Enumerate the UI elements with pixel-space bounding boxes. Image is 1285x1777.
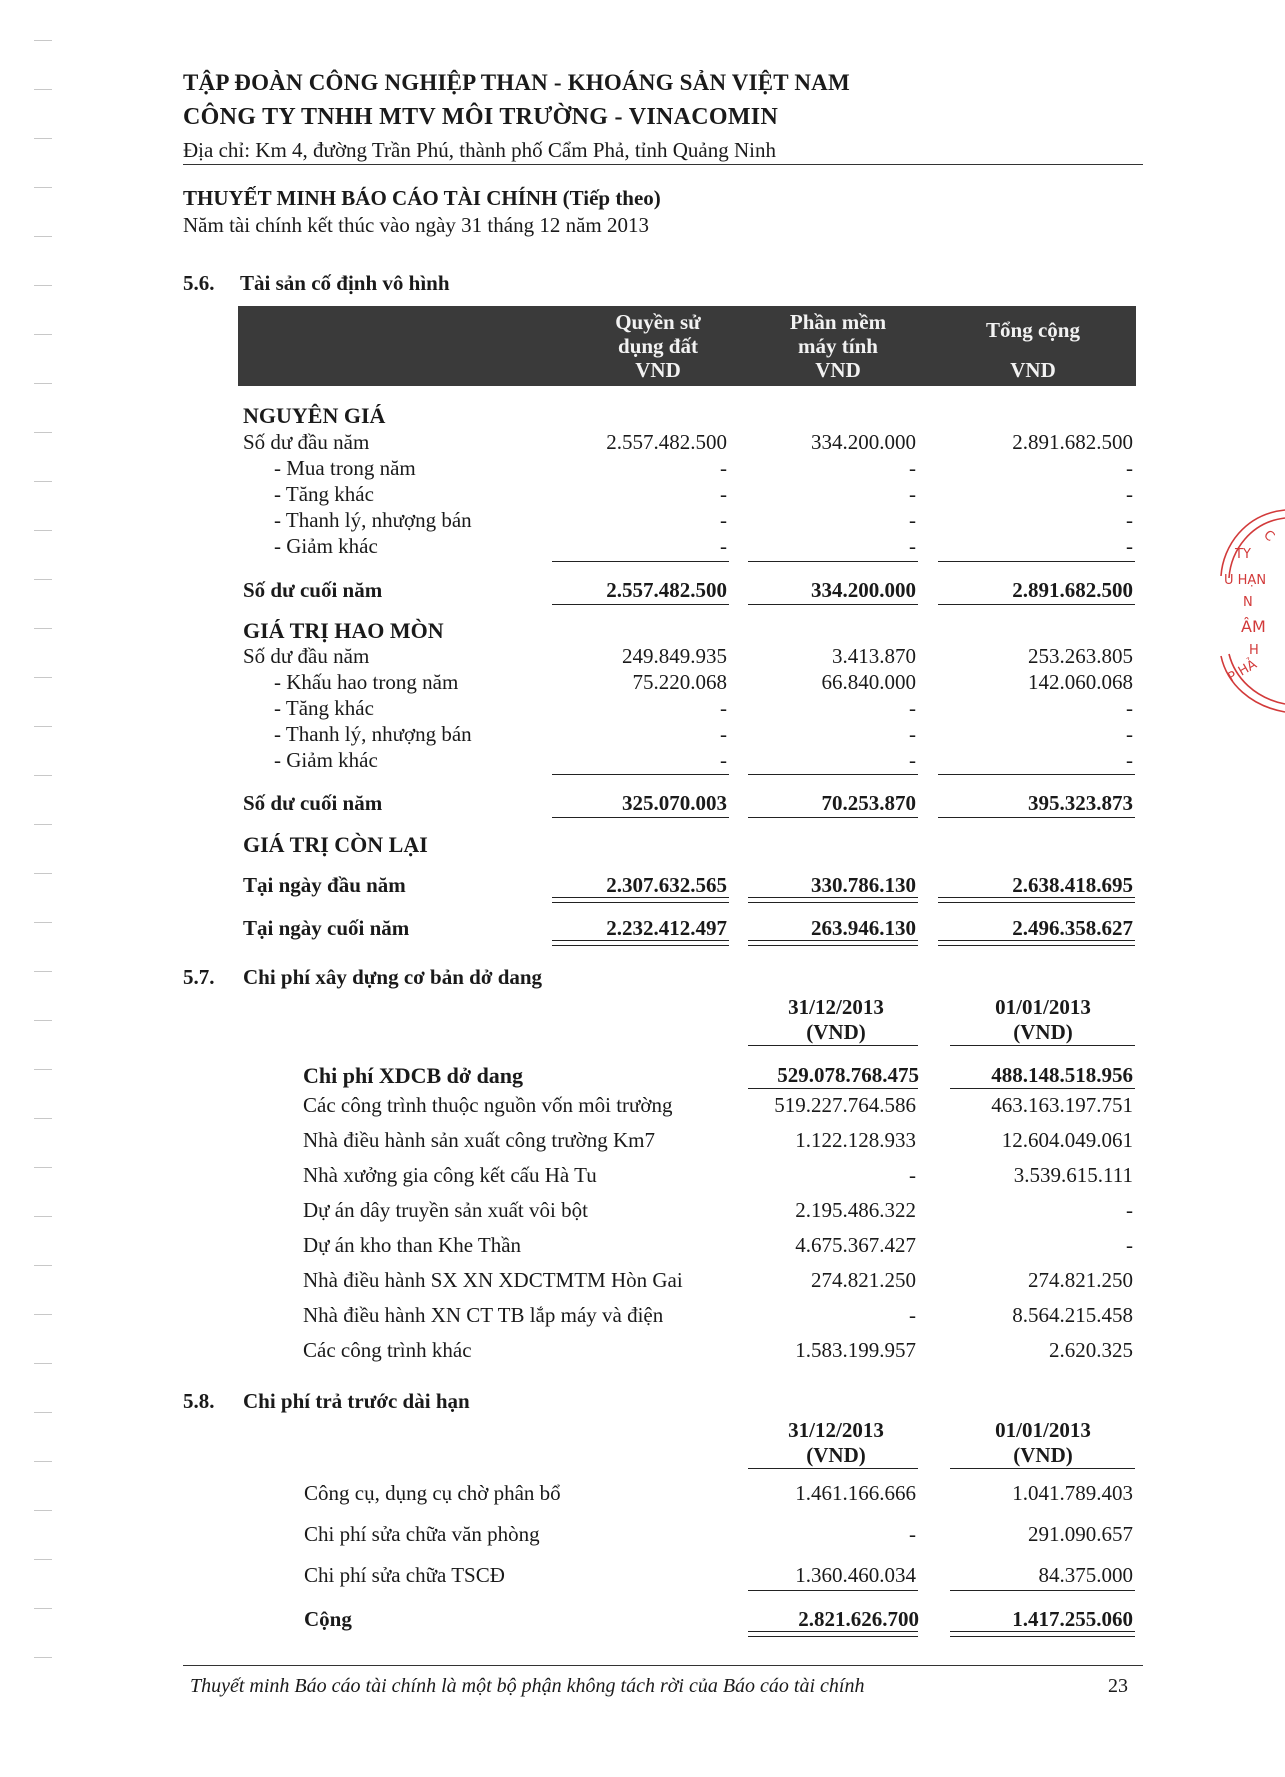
col-header-2013-12-31: 31/12/2013 (VND)	[788, 995, 884, 1044]
footer-note: Thuyết minh Báo cáo tài chính là một bộ phận không tách rời của Báo cáo tài chính	[190, 1675, 865, 1697]
svg-text:P HẢ: P HẢ	[1225, 657, 1260, 686]
svg-text:ÂM: ÂM	[1241, 617, 1266, 636]
section-title: Chi phí xây dựng cơ bản dở dang	[243, 965, 543, 989]
document-page: TẬP ĐOÀN CÔNG NGHIỆP THAN - KHOÁNG SẢN VIỆT NAM CÔNG TY TNHH MTV MÔI TRƯỜNG - VINACOMIN Địa chỉ: Km 4, đường Trần Phú, thành phố Cẩm Phả, tỉnh Quảng Ninh THUYẾT MINH BÁO CÁO TÀI CHÍNH (Tiếp theo) Năm tài chính kết thúc vào ngày 31 tháng 12 năm 2013 5.6. Tài sản cố định vô hình Quyền sử dụng đất VND Phần mềm máy tính VND Tổng cộng VND NGUYÊN GIÁ Số dư đầu năm 2.557.482.500 334.200.000 2.891.682.500 - Mua trong năm - - - - Tăng khác - - - - Thanh lý, nhượng bán - - - - Giảm khác - - - Số dư cuối năm 2.557.482.500 334.200.000 2.891.682.500 GIÁ TRỊ HAO MÒN Số dư đầu năm 249.849.935 3.413.870 253.263.805 - Khấu hao trong năm 75.220.068 66.840.000 142.060.068 - Tăng khác - - - - Thanh lý, nhượng bán - - - - Giảm khác - - - Số dư cuối năm 325.070.003 70.253.870 395.323.873 GIÁ TRỊ CÒN LẠI Tại ngày đầu năm 2.307.632.565 330.786.130 2.638.418.695 Tại ngày cuối năm 2.232.412.497 263.946.130 2.496.358.627 5.7. Chi phí xây dựng cơ bản dở dang 31/12/2013 (VND) 01/01/2013 (VND) Chi phí XDCB dở dang 529.078.768.475 488.148.518.956 Các công trình thuộc nguồn vốn môi trường 519.227.764.586 463.163.197.751 Nhà điều hành sản xuất công trường Km7 1.122.128.933 12.604.049.061 Nhà xưởng gia công kết cấu Hà Tu - 3.539.615.111 Dự án dây truyền sản xuất vôi bột 2.195.486.322 - Dự án kho than Khe Thần 4.675.367.427 - Nhà điều hành SX XN XDCTMTM Hòn Gai 274.821.250 274.821.250 Nhà điều hành XN CT TB lắp máy và điện - 8.564.215.458 Các công trình khác 1.583.199.957 2.620.325 5.8. Chi phí trả trước dài hạn 31/12/2013 (VND) 01/01/2013 (VND) Công cụ, dụng cụ chờ phân bổ 1.461.166.666 1.041.789.403 Chi phí sửa chữa văn phòng - 291.090.657 Chi phí sửa chữa TSCĐ 1.360.460.034 84.375.000 Cộng 2.821.626.700 1.417.255.060 Thuyết minh Báo cáo tài chính là một bộ phận không tách rời của Báo cáo tài chính 23 C TY U HẠN N ÂM H P HẢ	[0, 0, 1275, 1777]
footer-divider	[183, 1665, 1143, 1666]
header-divider	[183, 164, 1143, 165]
report-period: Năm tài chính kết thúc vào ngày 31 tháng 12 năm 2013	[183, 213, 649, 237]
section-number: 5.7.	[183, 965, 215, 989]
svg-text:C: C	[1260, 527, 1278, 545]
margin-marks	[34, 40, 54, 1706]
section-title: Chi phí trả trước dài hạn	[243, 1389, 470, 1413]
svg-text:TY: TY	[1235, 547, 1251, 562]
section-number: 5.6.	[183, 271, 215, 295]
col-header-2013-01-01: 01/01/2013 (VND)	[995, 1418, 1091, 1467]
col-header-2013-12-31: 31/12/2013 (VND)	[788, 1418, 884, 1467]
col-header-land-use-rights: Quyền sử dụng đất VND	[615, 310, 701, 382]
col-header-total: Tổng cộng VND	[986, 318, 1080, 382]
group-name: TẬP ĐOÀN CÔNG NGHIỆP THAN - KHOÁNG SẢN VIỆT NAM	[183, 70, 850, 95]
section-title: Tài sản cố định vô hình	[240, 271, 450, 295]
svg-text:N: N	[1243, 595, 1253, 610]
cost-heading: NGUYÊN GIÁ	[243, 403, 386, 428]
svg-text:H: H	[1249, 643, 1259, 658]
company-seal	[1205, 506, 1285, 716]
intangible-assets-header	[238, 306, 1136, 386]
page-number: 23	[1108, 1675, 1128, 1697]
company-name: CÔNG TY TNHH MTV MÔI TRƯỜNG - VINACOMIN	[183, 104, 779, 130]
report-title: THUYẾT MINH BÁO CÁO TÀI CHÍNH (Tiếp theo)	[183, 186, 661, 210]
depreciation-heading: GIÁ TRỊ HAO MÒN	[243, 618, 444, 643]
col-header-2013-01-01: 01/01/2013 (VND)	[995, 995, 1091, 1044]
svg-text:U HẠN: U HẠN	[1224, 573, 1267, 588]
net-book-value-heading: GIÁ TRỊ CÒN LẠI	[243, 832, 428, 857]
col-header-software: Phần mềm máy tính VND	[789, 310, 887, 382]
section-number: 5.8.	[183, 1389, 215, 1413]
company-address: Địa chỉ: Km 4, đường Trần Phú, thành phố Cẩm Phả, tỉnh Quảng Ninh	[183, 138, 776, 162]
